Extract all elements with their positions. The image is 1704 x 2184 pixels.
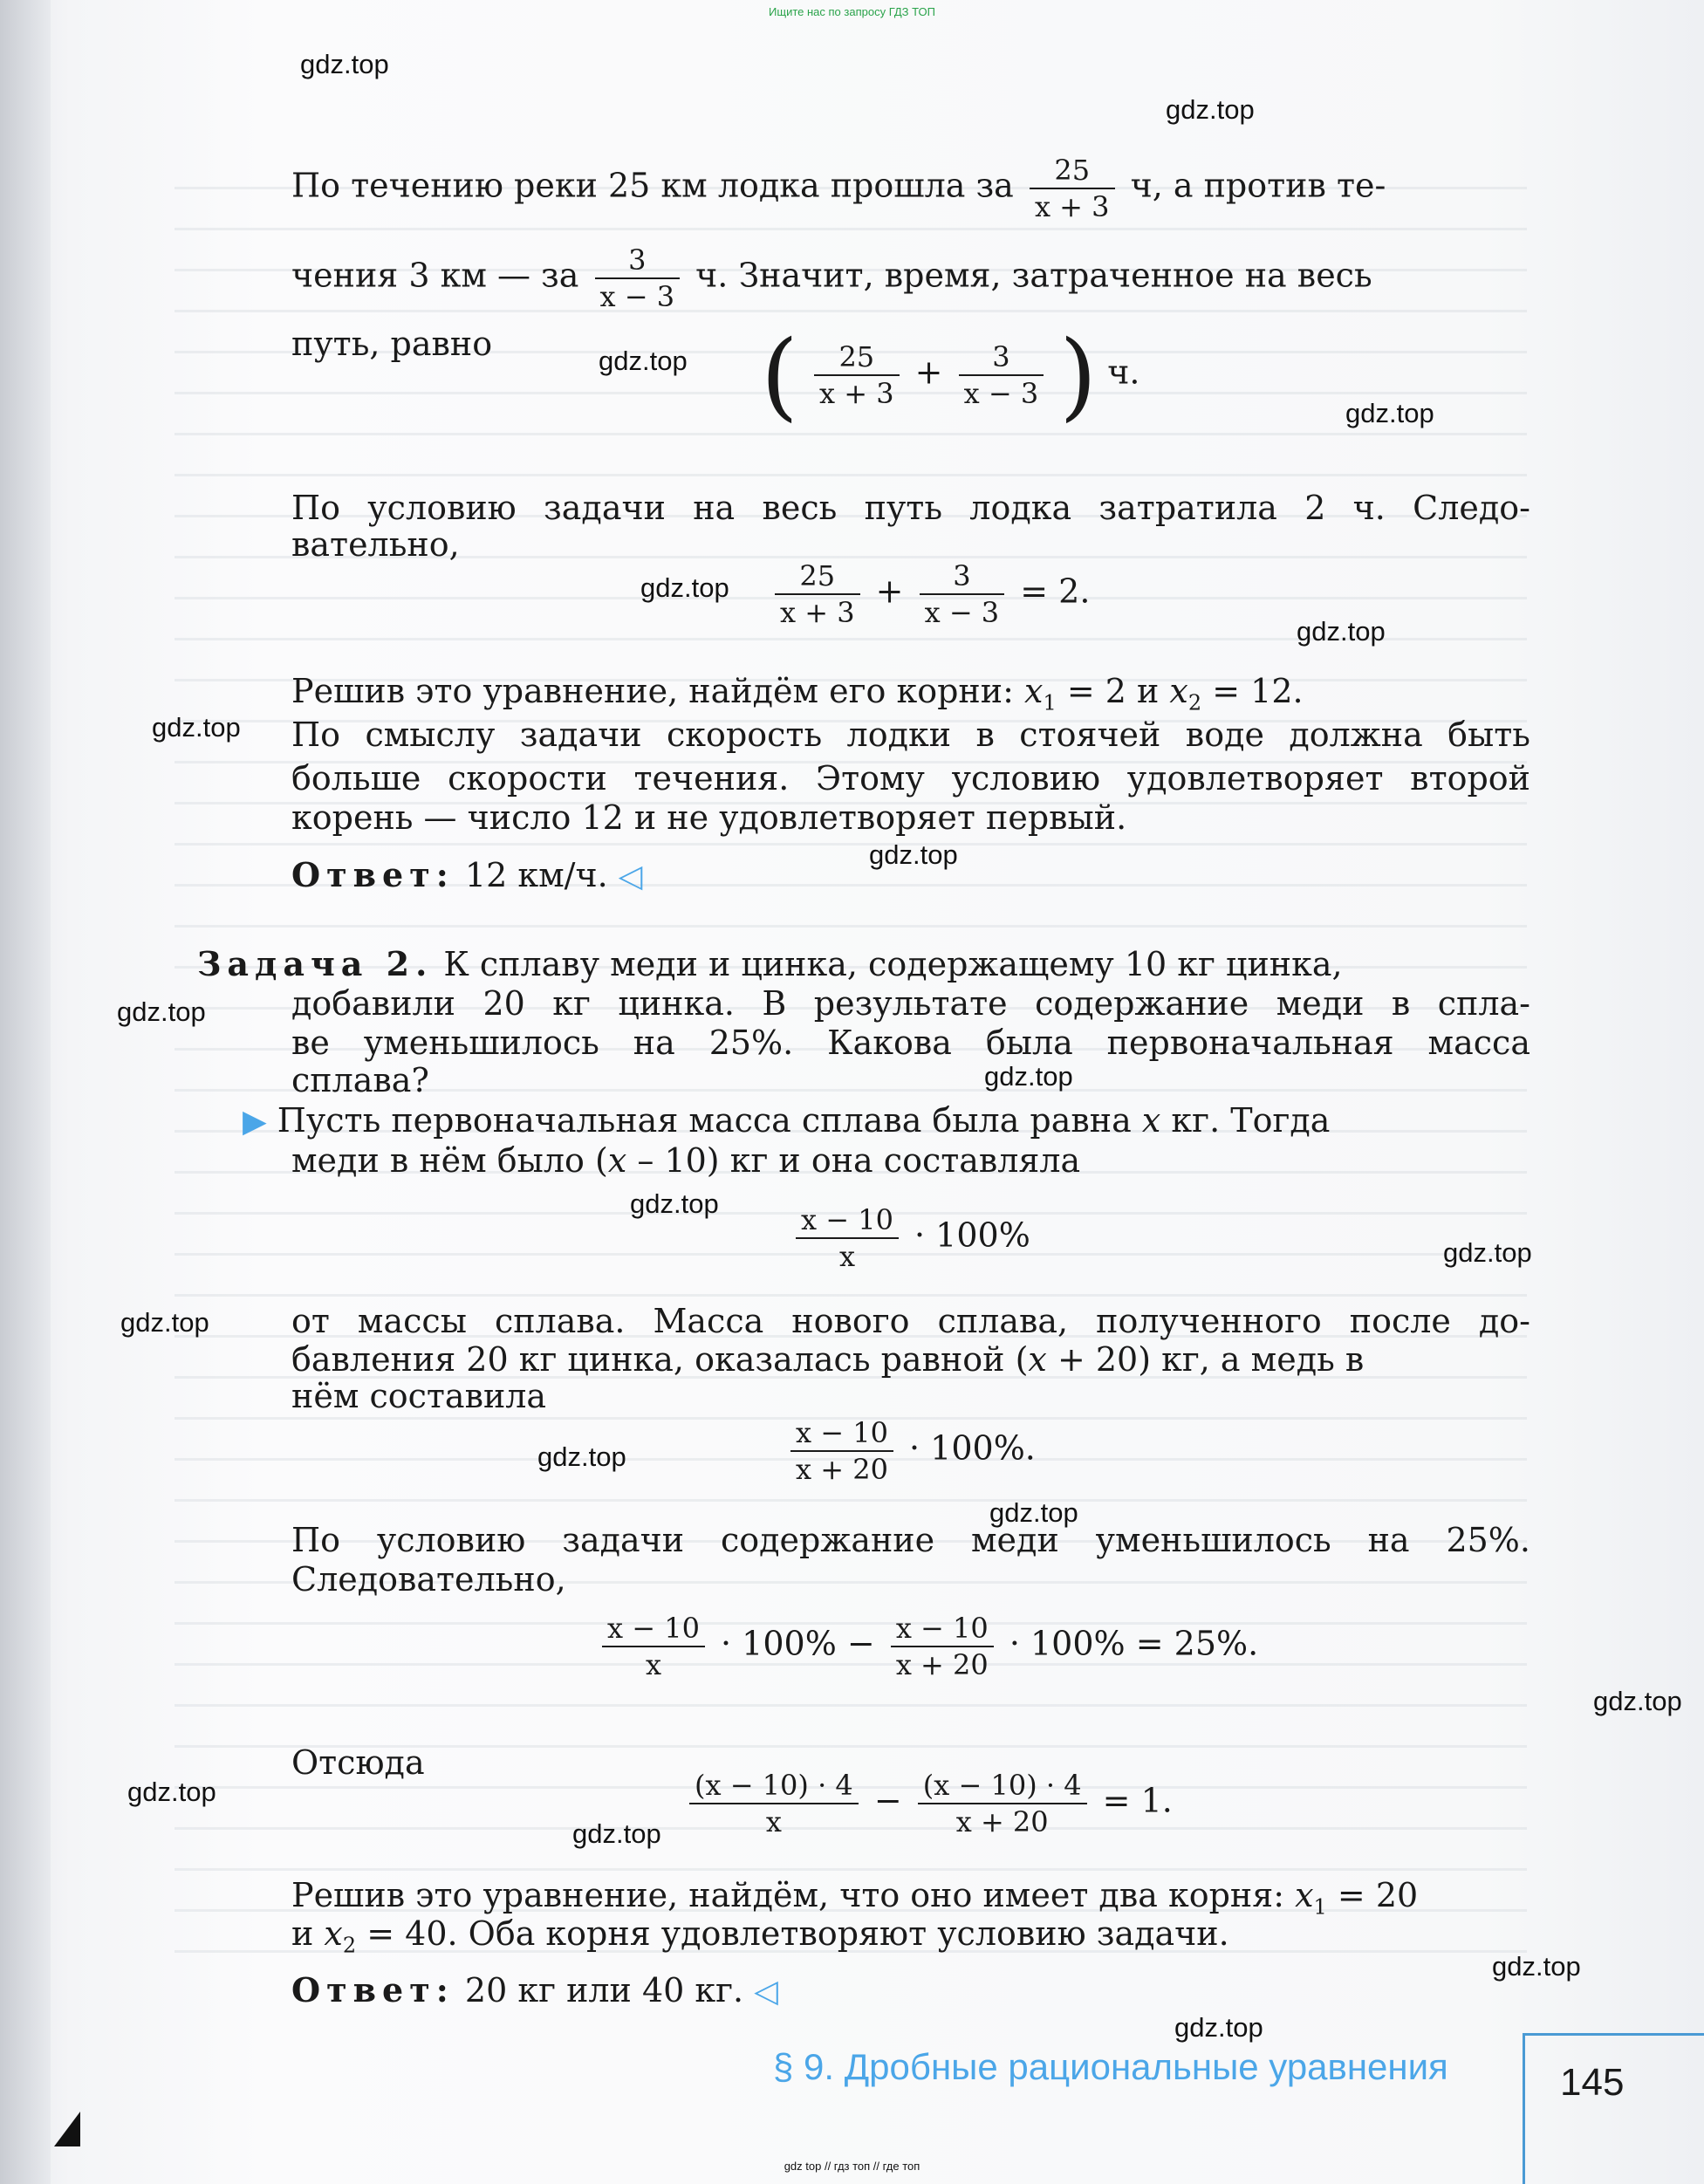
text-line: меди в нём было (x – 10) кг и она составляла <box>291 1141 1081 1180</box>
text-line: По условию задачи содержание меди уменьшилось на 25%. <box>291 1521 1530 1559</box>
watermark: gdz.top <box>572 1818 661 1849</box>
fraction: $\frac{25}{x + 3}$ <box>1030 153 1115 224</box>
page-corner-shadow <box>54 2112 80 2146</box>
watermark: gdz.top <box>869 839 958 870</box>
answer-line: Ответ: 12 км/ч. ◁ <box>291 855 643 894</box>
watermark: gdz.top <box>300 49 389 79</box>
text-line: ▶ Пусть первоначальная масса сплава была равна x кг. Тогда <box>243 1101 1331 1140</box>
watermark: gdz.top <box>640 572 729 603</box>
watermark: gdz.top <box>537 1441 626 1472</box>
text-line: Решив это уравнение, найдём его корни: $x_1 = 2$ и $x_2 = 12$. <box>291 672 1304 715</box>
text-line: Следовательно, <box>291 1560 566 1599</box>
text-line: больше скорости течения. Этому условию удовлетворяет второй <box>291 759 1530 798</box>
page-number: 145 <box>1560 2061 1625 2104</box>
text-line: По течению реки 25 км лодка прошла за $\frac{25}{x + 3}$ ч, а против те- <box>291 154 1386 223</box>
formula: $\frac{x - 10}{x}$ · 100% <box>790 1202 1030 1274</box>
solution-start-icon: ▶ <box>243 1104 267 1140</box>
watermark: gdz.top <box>127 1777 216 1807</box>
watermark: gdz.top <box>1593 1686 1682 1716</box>
book-spine-shadow <box>0 0 51 2184</box>
end-of-solution-icon: ◁ <box>754 1974 778 2009</box>
watermark: gdz.top <box>1345 398 1434 428</box>
watermark: gdz.top <box>630 1188 719 1219</box>
watermark: gdz.top <box>1174 2012 1263 2043</box>
text-line: ве уменьшилось на 25%. Какова была первоначальная масса <box>291 1024 1530 1062</box>
text-line: Отсюда <box>291 1743 425 1782</box>
end-of-solution-icon: ◁ <box>618 859 643 894</box>
answer-line: Ответ: 20 кг или 40 кг. ◁ <box>291 1970 778 2009</box>
watermark: gdz.top <box>1443 1237 1532 1268</box>
watermark: gdz.top <box>989 1497 1078 1528</box>
watermark: gdz.top <box>152 712 241 743</box>
footer-note: gdz top // гдз топ // где топ <box>784 2160 920 2173</box>
text-line: чения 3 км — за $\frac{3}{x - 3}$ ч. Значит, время, затраченное на весь <box>291 243 1372 313</box>
text-line: бавления 20 кг цинка, оказалась равной (x + 20) кг, а медь в <box>291 1340 1365 1379</box>
footer-rule <box>1523 2033 1704 2036</box>
fraction: $\frac{3}{x - 3}$ <box>595 243 681 314</box>
formula: $\frac{x - 10}{x}$ · 100% − $\frac{x - 10}{x + 20}$ · 100% = 25%. <box>597 1611 1258 1682</box>
watermark: gdz.top <box>1297 616 1386 647</box>
text-line: нём составила <box>291 1377 547 1415</box>
section-title: § 9. Дробные рациональные уравнения <box>773 2046 1448 2087</box>
watermark: gdz.top <box>1166 94 1255 125</box>
task-heading: Задача 2. К сплаву меди и цинка, содержащему 10 кг цинка, <box>197 944 1343 983</box>
formula: $\frac{(x - 10) \cdot 4}{x}$ − $\frac{(x - 10) \cdot 4}{x + 20}$ = 1. <box>684 1768 1173 1839</box>
text-line: По условию задачи на весь путь лодка затратила 2 ч. Следо- <box>291 489 1530 527</box>
text-line: Решив это уравнение, найдём, что оно имеет два корня: $x_1 = 20$ <box>291 1876 1419 1920</box>
watermark: gdz.top <box>1492 1951 1581 1982</box>
watermark: gdz.top <box>984 1061 1073 1092</box>
watermark: gdz.top <box>117 996 206 1027</box>
text-line: добавили 20 кг цинка. В результате содержание меди в спла- <box>291 984 1530 1023</box>
formula: $\frac{25}{x + 3}$ + $\frac{3}{x - 3}$ = 2. <box>770 558 1090 630</box>
text-line: путь, равно <box>291 325 493 363</box>
formula: ( $\frac{25}{x + 3}$ + $\frac{3}{x - 3}$ ) ч. <box>761 319 1140 431</box>
watermark: gdz.top <box>120 1307 209 1338</box>
text-line: сплава? <box>291 1061 429 1099</box>
header-note: Ищите нас по запросу ГДЗ ТОП <box>769 5 935 18</box>
text-line: и $x_2 = 40$. Оба корня удовлетворяют условию задачи. <box>291 1914 1229 1958</box>
watermark: gdz.top <box>599 346 688 376</box>
text-line: от массы сплава. Масса нового сплава, полученного после до- <box>291 1302 1530 1340</box>
text-line: По смыслу задачи скорость лодки в стоячей воде должна быть <box>291 715 1530 754</box>
text-line: вательно, <box>291 525 460 564</box>
text-line: корень — число 12 и не удовлетворяет первый. <box>291 798 1127 837</box>
formula: $\frac{x - 10}{x + 20}$ · 100%. <box>785 1415 1036 1487</box>
